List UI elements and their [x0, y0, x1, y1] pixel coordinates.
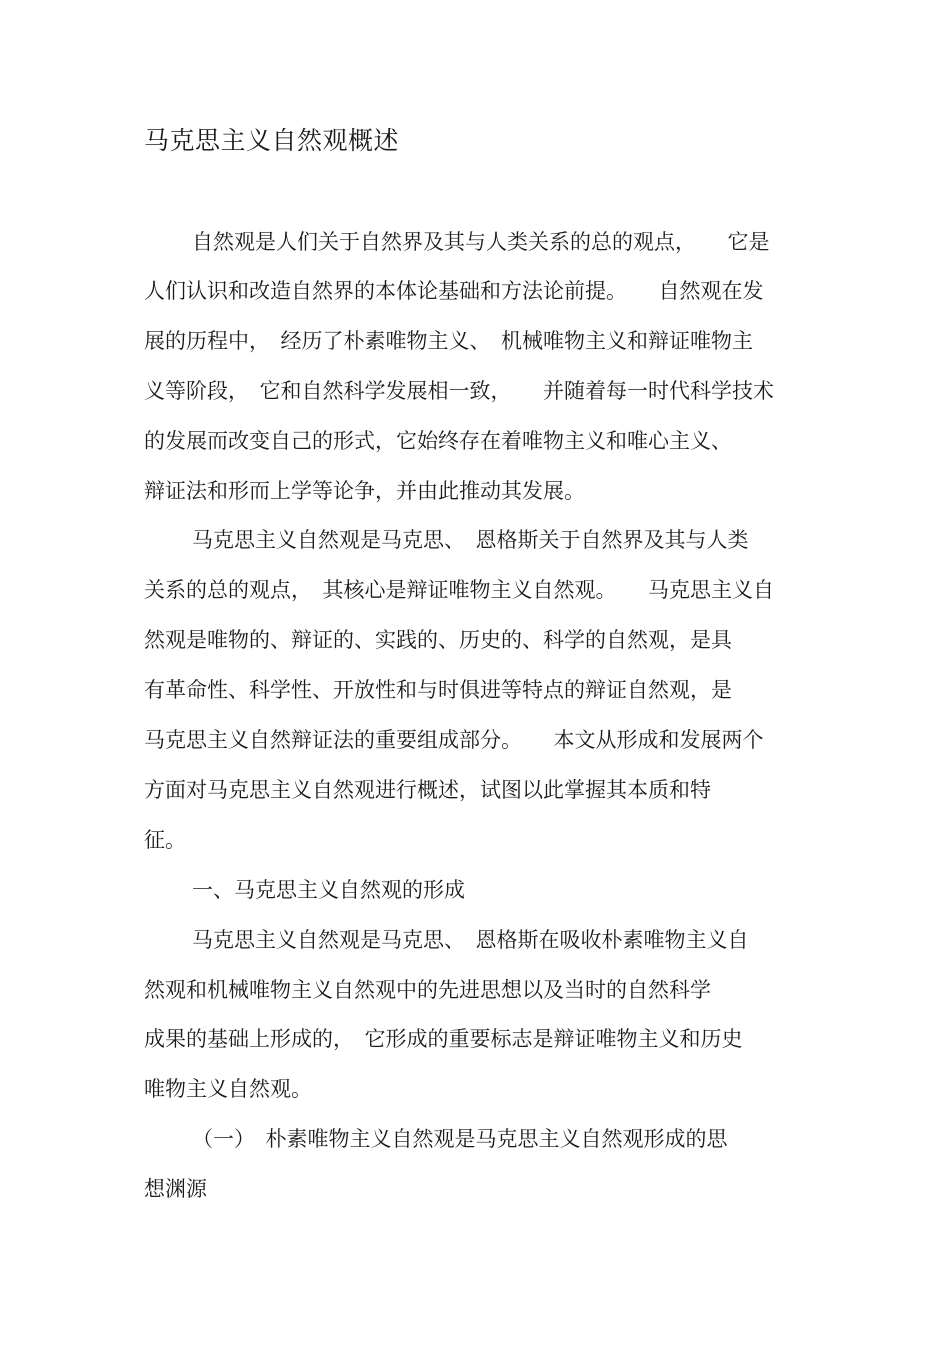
document-title: 马克思主义自然观概述 — [144, 126, 400, 155]
paragraph-1-line-3: 展的历程中， 经历了朴素唯物主义、 机械唯物主义和辩证唯物主 — [144, 329, 753, 353]
paragraph-2-line-2: 关系的总的观点， 其核心是辩证唯物主义自然观。 马克思主义自 — [144, 578, 774, 602]
paragraph-3-line-3: 成果的基础上形成的， 它形成的重要标志是辩证唯物主义和历史 — [144, 1027, 743, 1051]
paragraph-1-line-1: 自然观是人们关于自然界及其与人类关系的总的观点， 它是 — [192, 230, 770, 254]
paragraph-1-line-2: 人们认识和改造自然界的本体论基础和方法论前提。 自然观在发 — [144, 279, 764, 303]
subsection-heading-line-1: （一） 朴素唯物主义自然观是马克思主义自然观形成的思 — [192, 1127, 728, 1151]
subsection-heading-line-2: 想渊源 — [144, 1177, 207, 1201]
paragraph-2-line-5: 马克思主义自然辩证法的重要组成部分。 本文从形成和发展两个 — [144, 728, 764, 752]
paragraph-2-line-6: 方面对马克思主义自然观进行概述，试图以此掌握其本质和特 — [144, 778, 711, 802]
paragraph-2-line-4: 有革命性、科学性、开放性和与时俱进等特点的辩证自然观，是 — [144, 678, 732, 702]
paragraph-2-line-7: 征。 — [144, 828, 186, 852]
paragraph-3-line-1: 马克思主义自然观是马克思、 恩格斯在吸收朴素唯物主义自 — [192, 928, 749, 952]
paragraph-1-line-4: 义等阶段， 它和自然科学发展相一致， 并随着每一时代科学技术 — [144, 379, 774, 403]
paragraph-1-line-6: 辩证法和形而上学等论争，并由此推动其发展。 — [144, 479, 585, 503]
paragraph-2-line-3: 然观是唯物的、辩证的、实践的、历史的、科学的自然观，是具 — [144, 628, 732, 652]
paragraph-3-line-2: 然观和机械唯物主义自然观中的先进思想以及当时的自然科学 — [144, 978, 711, 1002]
paragraph-1-line-5: 的发展而改变自己的形式，它始终存在着唯物主义和唯心主义、 — [144, 429, 732, 453]
section-heading: 一、马克思主义自然观的形成 — [192, 878, 465, 902]
paragraph-2-line-1: 马克思主义自然观是马克思、 恩格斯关于自然界及其与人类 — [192, 528, 749, 552]
paragraph-3-line-4: 唯物主义自然观。 — [144, 1077, 312, 1101]
